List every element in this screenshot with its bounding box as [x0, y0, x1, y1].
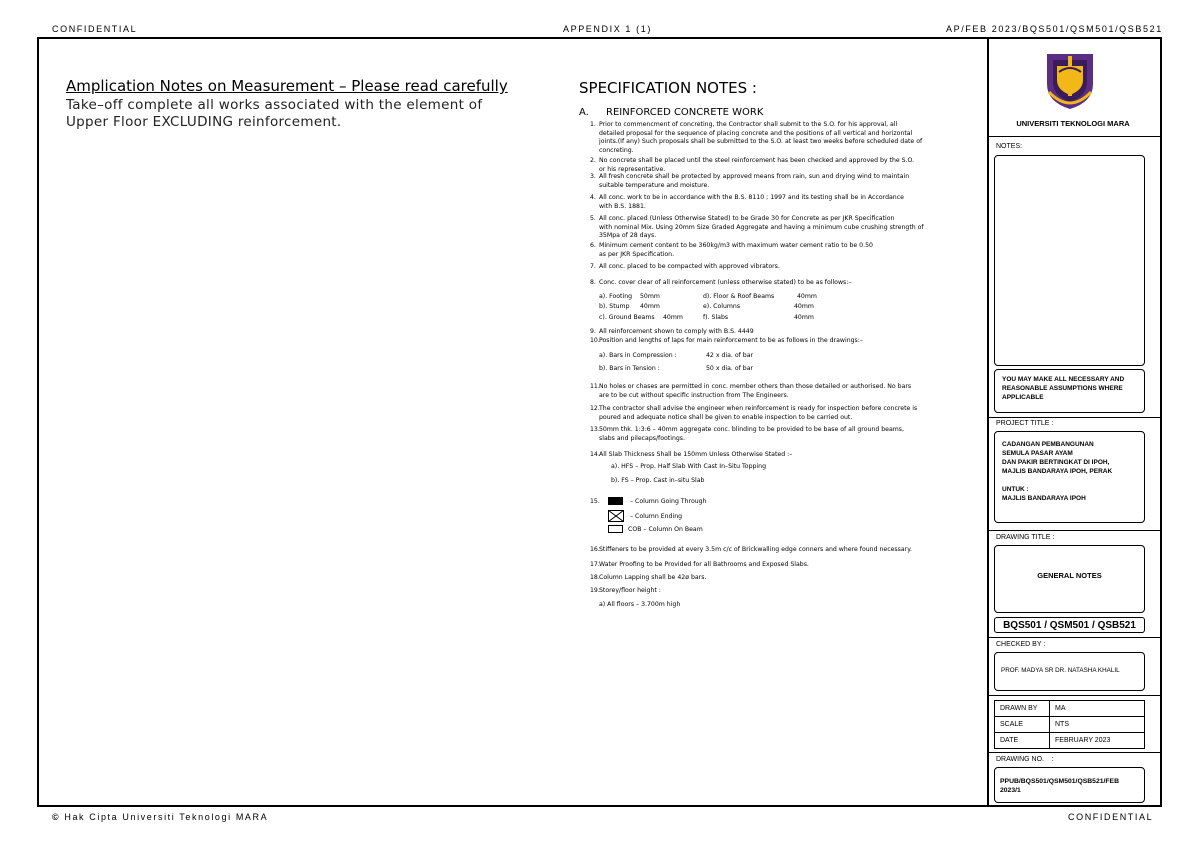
amplication-body [66, 97, 482, 131]
scale: NTS [1050, 717, 1145, 733]
notes-box [994, 155, 1145, 366]
cover-value: 40mm [640, 303, 660, 310]
drawing-no [1000, 777, 1119, 795]
note-12-line: The contractor shall advise the engineer when reinforcement is ready for inspection before concrete is [599, 405, 918, 412]
note-6-line: as per JKR Specification. [599, 250, 675, 258]
divider [989, 752, 1162, 753]
legend-column-on-beam: COB – Column On Beam [628, 526, 703, 533]
note-6-line: Minimum cement content to be 360kg/m3 with maximum water cement ratio to be 0.50 [599, 242, 873, 249]
note-number: 3. [590, 173, 596, 180]
note-3-line: suitable temperature and moisture. [599, 181, 710, 189]
divider [989, 136, 1162, 137]
note-number: 2. [590, 157, 596, 164]
drawn-by: MA [1050, 701, 1145, 717]
amplication-line-2: Upper Floor EXCLUDING reinforcement. [66, 114, 342, 130]
assumptions-line: APPLICABLE [1002, 394, 1044, 401]
note-1-line: concreting. [599, 146, 634, 154]
notes-label: NOTES: [996, 143, 1023, 150]
cover-item: b). Stump [599, 303, 630, 310]
note-17-line: Water Proofing to be Provided for all Bathrooms and Exposed Slabs. [599, 561, 809, 568]
note-number: 18. [590, 574, 600, 581]
course-codes: BQS501 / QSM501 / QSB521 [1003, 620, 1136, 631]
section-letter: A. [579, 107, 589, 118]
note-number: 7. [590, 263, 596, 270]
note-number: 10. [590, 337, 600, 344]
note-1-line: detailed proposal for the sequence of placing concrete and the positions of all vertical and horizontal [599, 129, 913, 137]
note-4-line: with B.S. 1881. [599, 202, 646, 210]
table-row [995, 701, 1145, 717]
note-number: 12. [590, 405, 600, 412]
header-reference: AP/FEB 2023/BQS501/QSM501/QSB521 [946, 24, 1163, 34]
note-8-line: Conc. cover clear of all reinforcement (unless otherwise stated) to be as follows:– [599, 279, 852, 286]
cover-item: e). Columns [703, 303, 741, 310]
note-5-line: with nominal Mix. Using 20mm Size Graded Aggregate and having a minimum cube crushing strength of [599, 223, 924, 231]
column-ending-symbol [608, 510, 624, 522]
note-number: 11. [590, 383, 600, 390]
spec-title: SPECIFICATION NOTES : [579, 79, 757, 97]
table-row [995, 717, 1145, 733]
titleblock-divider [987, 37, 989, 807]
drawing-no-line: PPUB/BQS501/QSM501/QSB521/FEB [1000, 778, 1119, 785]
note-number: 13. [590, 426, 600, 433]
note-5-line: All conc. placed (Unless Otherwise Stated) to be Grade 30 for Concrete as per JKR Specification [599, 215, 895, 222]
note-4-line: All conc. work to be in accordance with the B.S. 8110 ; 1997 and its testing shall be in Accordance [599, 194, 904, 201]
amplication-line-1: Take–off complete all works associated with the element of [66, 97, 483, 113]
cover-item: f). Slabs [703, 314, 729, 321]
note-2-line: No concrete shall be placed until the steel reinforcement has been checked and approved by the S.O. [599, 157, 915, 164]
project-line: CADANGAN PEMBANGUNAN [1002, 441, 1094, 448]
note-number: 19. [590, 587, 600, 594]
note-number: 17. [590, 561, 600, 568]
checked-by-label: CHECKED BY : [996, 641, 1046, 648]
cover-item: c). Ground Beams [599, 314, 655, 321]
university-name: UNIVERSITI TEKNOLOGI MARA [1016, 119, 1130, 128]
scale-label: SCALE [995, 717, 1050, 733]
header-appendix: APPENDIX 1 (1) [563, 24, 652, 34]
note-number: 4. [590, 194, 596, 201]
date: FEBRUARY 2023 [1050, 733, 1145, 749]
lap-label: a). Bars in Compression : [599, 352, 677, 359]
drawing-title-label: DRAWING TITLE : [996, 534, 1055, 541]
project-title-label: PROJECT TITLE : [996, 420, 1054, 427]
amplication-title: Amplication Notes on Measurement – Please read carefully [66, 77, 508, 95]
cover-value: 40mm [794, 314, 814, 321]
slab-item: a). HFS – Prop. Half Slab With Cast In–Situ Topping [611, 463, 766, 470]
project-line: SEMULA PASAR AYAM [1002, 450, 1073, 457]
note-3-line: All fresh concrete shall be protected by approved means from rain, sun and drying wind to maintain [599, 173, 910, 180]
drawing-title: GENERAL NOTES [1037, 571, 1102, 580]
cover-value: 40mm [663, 314, 683, 321]
note-number: 9. [590, 328, 596, 335]
divider [989, 530, 1162, 531]
drawing-info-table [994, 700, 1145, 749]
spec-notes-list [590, 121, 970, 641]
note-1-line: Prior to commencment of concreting, the Contractor shall submit to the S.O. for his approval, all [599, 121, 898, 128]
note-number: 8. [590, 279, 596, 286]
footer-copyright-text: Hak Cipta Universiti Teknologi MARA [64, 812, 269, 822]
lap-value: 42 x dia. of bar [706, 352, 754, 359]
note-13-line: 50mm thk. 1:3:6 – 40mm aggregate conc. blinding to be provided to be base of all ground beams, [599, 426, 904, 433]
footer-copyright [52, 812, 268, 822]
note-16-line: Stiffeners to be provided at every 3.5m c/c of Brickwalling edge conners and where found necessary. [599, 546, 912, 553]
note-2-line: or his representative. [599, 165, 666, 173]
section-title: REINFORCED CONCRETE WORK [606, 107, 764, 118]
cover-item: a). Footing [599, 293, 633, 300]
drawing-no-label: DRAWING NO. : [996, 756, 1054, 763]
checked-by: PROF. MADYA SR DR. NATASHA KHALIL [1001, 667, 1120, 674]
note-number: 15. [590, 498, 600, 505]
lap-label: b). Bars in Tension : [599, 365, 660, 372]
note-7-line: All conc. placed to be compacted with approved vibrators. [599, 263, 780, 270]
note-13-line: slabs and pilecaps/footings. [599, 435, 685, 442]
note-number: 6. [590, 242, 596, 249]
divider [989, 417, 1162, 418]
slab-item: b). FS – Prop. Cast in–situ Slab [611, 477, 705, 484]
note-19-line: Storey/floor height : [599, 587, 661, 594]
project-line: DAN PAKIR BERTINGKAT DI IPOH, [1002, 459, 1110, 466]
date-label: DATE [995, 733, 1050, 749]
assumptions-line: REASONABLE ASSUMPTIONS WHERE [1002, 385, 1123, 392]
header-confidential: CONFIDENTIAL [52, 24, 138, 34]
note-10-line: Position and lengths of laps for main reinforcement to be as follows in the drawings:– [599, 337, 863, 344]
project-line: MAJLIS BANDARAYA IPOH, PERAK [1002, 468, 1113, 475]
legend-column-through: – Column Going Through [630, 498, 707, 505]
table-row [995, 733, 1145, 749]
cover-item: d). Floor & Roof Beams [703, 293, 775, 300]
lap-value: 50 x dia. of bar [706, 365, 754, 372]
note-number: 16. [590, 546, 600, 553]
divider [989, 695, 1162, 696]
note-14-line: All Slab Thickness Shall be 150mm Unless Otherwise Stated :– [599, 451, 793, 458]
cover-value: 40mm [797, 293, 817, 300]
note-number: 14. [590, 451, 600, 458]
note-12-line: poured and adequate notice shall be given to enable inspection to be carried out. [599, 413, 853, 421]
divider [989, 637, 1162, 638]
project-title [1002, 440, 1112, 503]
note-9-line: All reinforcement shown to comply with B.S. 4449 [599, 328, 754, 335]
column-on-beam-symbol [608, 525, 623, 533]
assumptions-text [1002, 375, 1124, 402]
note-5-line: 35Mpa of 28 days. [599, 232, 657, 239]
untuk-value: MAJLIS BANDARAYA IPOH [1002, 495, 1086, 502]
cover-value: 40mm [794, 303, 814, 310]
untuk-label: UNTUK : [1002, 486, 1029, 493]
uitm-logo [1043, 52, 1097, 110]
note-number: 1. [590, 121, 596, 128]
note-11-line: are to be cut without specific instruction from The Engineers. [599, 391, 789, 399]
note-11-line: No holes or chases are permitted in conc. member others than those detailed or authorised. No bars [599, 383, 912, 390]
note-1-line: joints.(If any) Such proposals shall be submitted to the S.O. at least two weeks before scheduled date of [599, 138, 923, 145]
legend-column-ending: – Column Ending [630, 513, 683, 520]
note-18-line: Column Lapping shall be 42ø bars. [599, 574, 707, 581]
drawn-by-label: DRAWN BY [995, 701, 1050, 717]
storey-height: a) All floors – 3.700m high [599, 601, 681, 608]
copyright-icon: © [52, 812, 61, 822]
footer-confidential: CONFIDENTIAL [1068, 812, 1154, 822]
cover-value: 50mm [640, 293, 660, 300]
column-through-symbol [608, 497, 623, 505]
note-number: 5. [590, 215, 596, 222]
assumptions-line: YOU MAY MAKE ALL NECESSARY AND [1002, 376, 1125, 383]
drawing-no-line: 2023/1 [1000, 787, 1021, 794]
